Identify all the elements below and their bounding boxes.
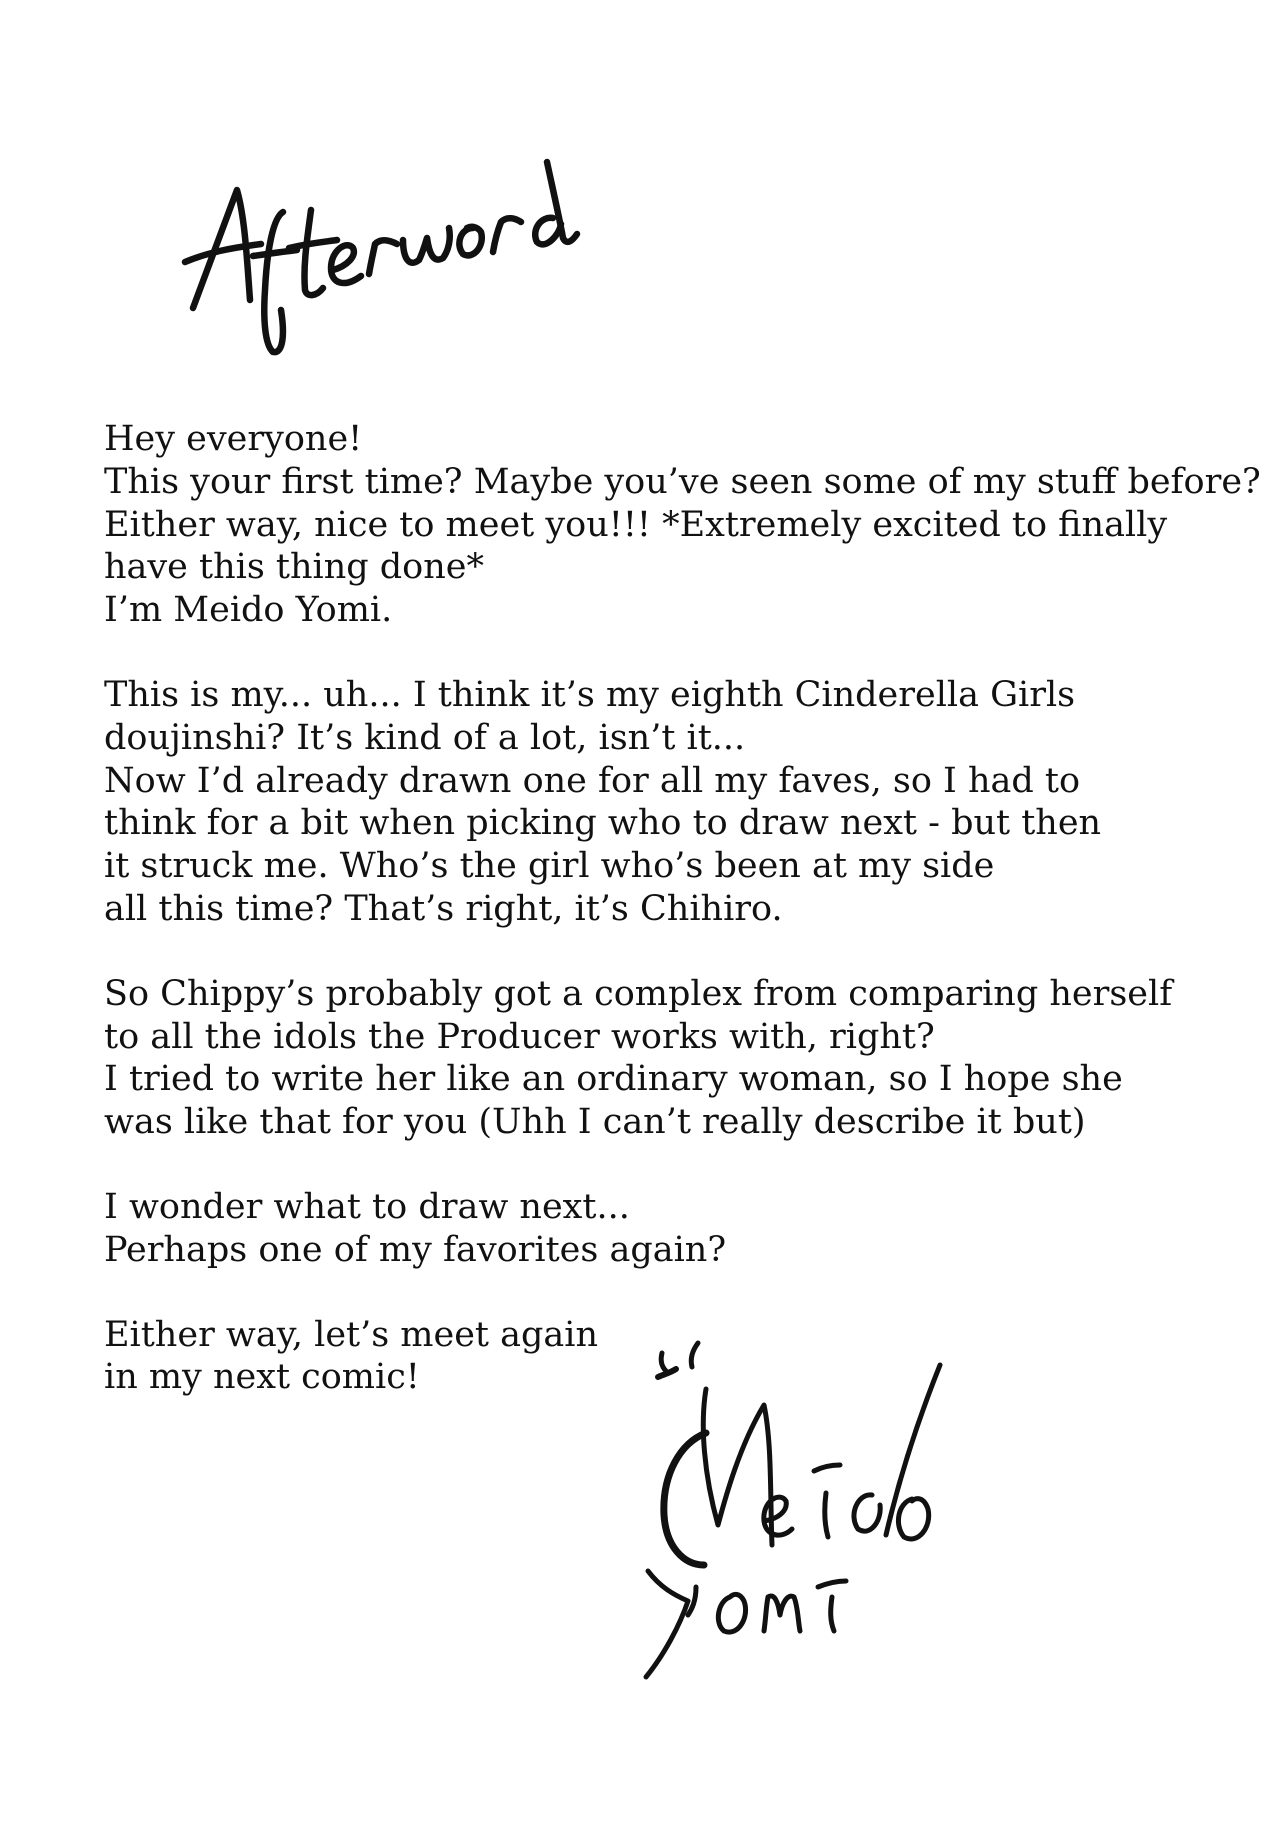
- text-line: Perhaps one of my favorites again?: [104, 1229, 727, 1270]
- text-line: in my next comic!: [104, 1357, 420, 1398]
- text-line: to all the idols the Producer works with, right?: [104, 1016, 935, 1057]
- text-line: think for a bit when picking who to draw next - but then: [104, 803, 1102, 844]
- text-line: Either way, let’s meet again: [104, 1314, 598, 1355]
- text-line: all this time? That’s right, it’s Chihiro.: [104, 888, 783, 929]
- text-line: I’m Meido Yomi.: [104, 590, 393, 631]
- text-line: This is my... uh... I think it’s my eighth Cinderella Girls: [104, 674, 1076, 715]
- text-line: Hey everyone!: [104, 419, 363, 459]
- paragraph-next: [104, 1186, 1224, 1272]
- text-line: it struck me. Who’s the girl who’s been at my side: [104, 846, 995, 887]
- signature: [640, 1325, 1060, 1725]
- afterword-body: [104, 418, 1261, 1441]
- text-line: This your first time? Maybe you’ve seen some of my stuff before?: [104, 461, 1261, 502]
- text-line: have this thing done*: [104, 547, 485, 588]
- text-line: I tried to write her like an ordinary woman, so I hope she: [104, 1059, 1123, 1100]
- text-line: Now I’d already drawn one for all my faves, so I had to: [104, 760, 1081, 801]
- afterword-title: [175, 140, 615, 370]
- paragraph-chippy: [104, 973, 1224, 1144]
- paragraph-doujinshi: [104, 674, 1224, 931]
- paragraph-greeting: [104, 418, 1261, 632]
- text-line: So Chippy’s probably got a complex from comparing herself: [104, 973, 1173, 1014]
- text-line: Either way, nice to meet you!!! *Extremely excited to finally: [104, 504, 1168, 545]
- text-line: was like that for you (Uhh I can’t really describe it but): [104, 1102, 1086, 1143]
- text-line: I wonder what to draw next...: [104, 1186, 630, 1227]
- text-line: doujinshi? It’s kind of a lot, isn’t it...: [104, 717, 746, 758]
